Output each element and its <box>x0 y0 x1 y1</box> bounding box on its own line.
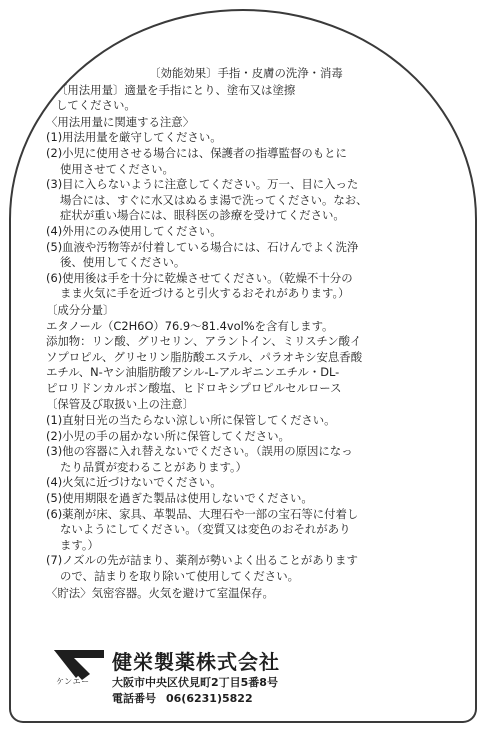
law-line <box>46 586 446 602</box>
precaution-line: (6)使用後は手を十分に乾燥させてください。（乾燥不十分の <box>46 270 353 285</box>
precaution-line: 症状が重い場合には、眼科医の診療を受けてください。 <box>60 208 345 223</box>
law-text: 気密容器。火気を避けて室温保存。 <box>91 585 274 600</box>
efficacy-text: 手指・皮膚の洗浄・消毒 <box>217 66 343 80</box>
phone-number: 06(6231)5822 <box>166 692 253 705</box>
ingredient-line: エチル、N-ヤシ油脂肪酸アシル-L-アルギニンエチル・DL- <box>46 365 340 380</box>
usage-line-2: してください。 <box>56 98 136 113</box>
storage-line: ので、詰まりを取り除いて使用してください。 <box>60 569 299 583</box>
precaution-line: (2)小児に使用させる場合には、保護者の指導監督のもとに <box>46 145 347 160</box>
storage-line: (6)薬剤が床、家具、革製品、大理石や一部の宝石等に付着し <box>46 506 359 521</box>
ingredients-heading: 〔成分分量〕 <box>46 302 115 317</box>
usage-text-1: 適量を手指にとり、塗布又は塗擦 <box>124 82 296 97</box>
company-phone <box>112 692 253 706</box>
storage-line: (7)ノズルの先が詰まり、薬剤が勢いよく出ることがあります <box>46 553 358 568</box>
company-address: 大阪市中央区伏見町2丁目5番8号 <box>112 676 278 689</box>
storage-line: ます。） <box>60 537 99 552</box>
efficacy-line <box>46 66 446 82</box>
storage-heading: 〔保管及び取扱い上の注意〕 <box>46 397 195 412</box>
precaution-line: (5)血液や汚物等が付着している場合には、石けんでよく洗浄 <box>46 239 359 254</box>
precautions-heading: 〈用法用量に関連する注意〉 <box>46 114 195 129</box>
precaution-line: まま火気に手を近づけると引火するおそれがあります。） <box>60 286 350 301</box>
ingredient-line: エタノール（C2H6O）76.9～81.4vol%を含有します。 <box>46 318 334 333</box>
precaution-line: 使用させてください。 <box>60 161 174 176</box>
precaution-line: 後、使用してください。 <box>60 255 186 270</box>
storage-line: (1)直射日光の当たらない涼しい所に保管してください。 <box>46 413 336 428</box>
precaution-line: (1)用法用量を厳守してください。 <box>46 130 222 145</box>
precaution-line: (3)目に入らないように注意してください。万一、目に入った <box>46 177 359 192</box>
label-text-block <box>46 66 446 601</box>
storage-line: (2)小児の手の届かない所に保管してください。 <box>46 428 290 443</box>
precaution-line: 場合には、すぐに水又はぬるま湯で洗ってください。なお、 <box>60 192 368 207</box>
storage-line: (5)使用期限を過ぎた製品は使用しないでください。 <box>46 491 313 506</box>
phone-label: 電話番号 <box>112 692 156 705</box>
usage-heading: 〔用法用量〕 <box>56 82 125 97</box>
company-block <box>52 646 442 706</box>
storage-line: たり品質が変わることがあります。） <box>60 459 248 474</box>
storage-line: (4)火気に近づけないでください。 <box>46 475 222 490</box>
ingredient-line: ピロリドンカルボン酸塩、ヒドロキシプロピルセルロース <box>46 380 342 395</box>
efficacy-heading: 〔効能効果〕 <box>149 66 218 80</box>
ingredient-line: 添加物：リン酸、グリセリン、アラントイン、ミリスチン酸イ <box>46 334 362 349</box>
storage-line: ないようにしてください。（変質又は変色のおそれがあり <box>60 522 351 537</box>
law-heading: 〈貯法〉 <box>46 585 92 600</box>
ingredient-line: ソプロピル、グリセリン脂肪酸エステル、パラオキシ安息香酸 <box>46 349 363 364</box>
logo-text: ケンエー <box>56 677 90 686</box>
company-name: 健栄製薬株式会社 <box>112 650 280 674</box>
usage-line-1 <box>46 83 446 99</box>
precaution-line: (4)外用にのみ使用してください。 <box>46 223 222 238</box>
storage-line: (3)他の容器に入れ替えないでください。（誤用の原因になっ <box>46 444 353 459</box>
